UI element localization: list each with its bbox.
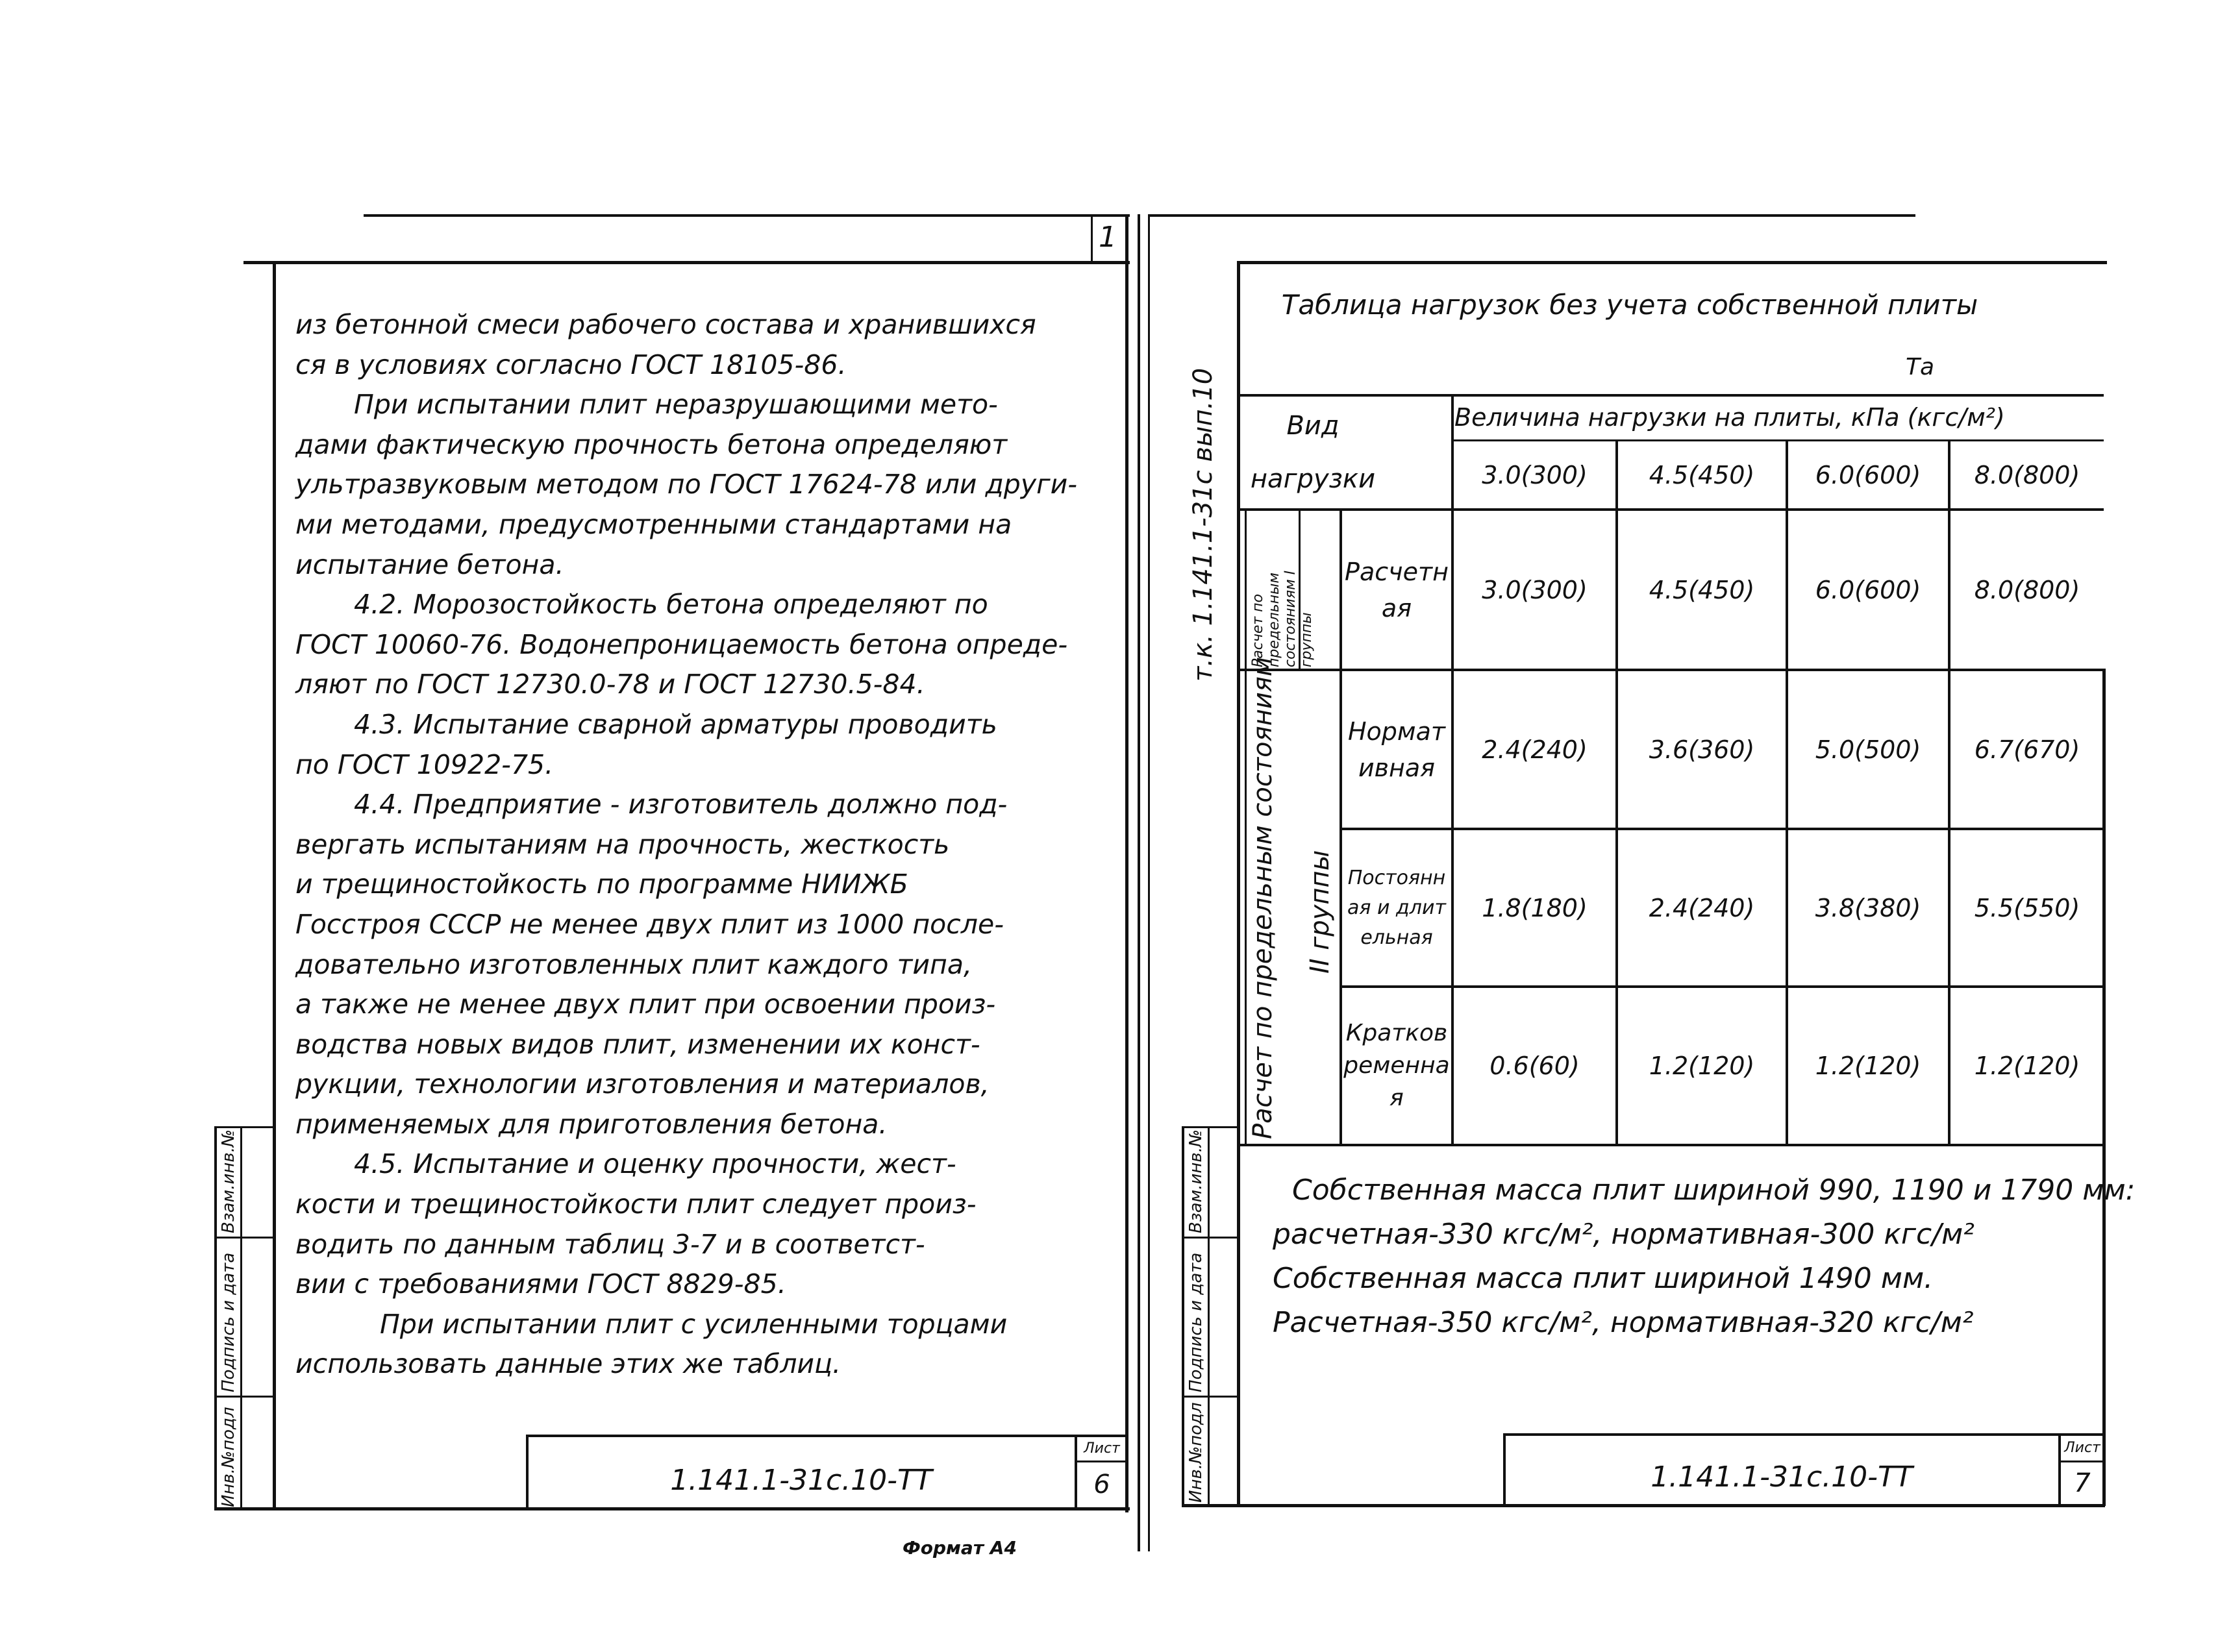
row4-val2: 1.2(120) — [1649, 1052, 1755, 1080]
text-line: ГОСТ 10060-76. Водонепроницаемость бетона опреде- — [295, 628, 1068, 660]
text-line: по ГОСТ 10922-75. — [295, 748, 554, 780]
row4-val1: 0.6(60) — [1489, 1052, 1580, 1080]
row1-val4: 8.0(800) — [1974, 575, 2080, 604]
text-line: дами фактическую прочность бетона определяют — [295, 428, 1008, 460]
row2-val4: 6.7(670) — [1974, 735, 2080, 764]
note-line: Собственная масса плит шириной 990, 1190 и 1790 мм: — [1292, 1174, 2136, 1207]
right-side-label-3: Взам.инв.№ — [1186, 1129, 1206, 1233]
load-col-4: 8.0(800) — [1974, 460, 2080, 489]
text-line: вии с требованиями ГОСТ 8829-85. — [295, 1268, 786, 1300]
row2-val2: 3.6(360) — [1649, 735, 1755, 764]
right-side-stamp-top — [1182, 1126, 1239, 1128]
left-sheet-label: Лист — [1084, 1440, 1120, 1457]
right-stamp-code: 1.141.1-31с.10-ТТ — [1651, 1460, 1913, 1494]
left-frame-left — [273, 261, 276, 1507]
text-line: испытание бетона. — [295, 549, 564, 580]
text-line: Госстроя СССР не менее двух плит из 1000 после- — [295, 908, 1004, 940]
corner-box-left — [1091, 217, 1093, 262]
right-sheet-label: Лист — [2064, 1439, 2100, 1456]
left-side-stamp-left — [214, 1126, 217, 1510]
text-line: ся в условиях согласно ГОСТ 18105-86. — [295, 349, 847, 380]
top-rule-left — [364, 214, 1130, 217]
right-frame-top — [1237, 261, 2107, 264]
right-frame-bottom — [1182, 1504, 2105, 1507]
spine-text: т.к. 1.141.1-31с вып.10 — [1188, 367, 1218, 682]
row3-val2: 2.4(240) — [1649, 893, 1755, 922]
right-frame-left — [1237, 261, 1240, 1507]
row3-val4: 5.5(550) — [1974, 893, 2080, 922]
table-hline-row4 — [1237, 1144, 2104, 1146]
center-divider-1 — [1138, 214, 1140, 1551]
left-side-label-2: Подпись и дата — [219, 1252, 238, 1392]
right-side-stamp-left — [1182, 1126, 1184, 1506]
right-side-label-2: Подпись и дата — [1186, 1252, 1206, 1392]
right-sheet-number: 7 — [2074, 1468, 2091, 1498]
left-side-stamp-mid — [240, 1126, 242, 1510]
row4-val3: 1.2(120) — [1815, 1052, 1921, 1080]
group-label-main: Расчет по предельным состояниям — [1248, 656, 1278, 1139]
row-kind-2: Нормативная — [1347, 717, 1446, 782]
row1-val1: 3.0(300) — [1482, 575, 1588, 604]
group1-label: Расчет по предельным состояниям I группы — [1250, 570, 1315, 667]
row2-val3: 5.0(500) — [1815, 735, 1921, 764]
group2-label: II группы — [1305, 850, 1335, 974]
right-side-label-1: Инв.№подл — [1186, 1402, 1206, 1503]
text-line: использовать данные этих же таблиц. — [295, 1348, 841, 1380]
text-line: водить по данным таблиц 3-7 и в соответст- — [295, 1228, 925, 1260]
text-line: а также не менее двух плит при освоении произ- — [295, 989, 996, 1020]
text-line: ляют по ГОСТ 12730.0-78 и ГОСТ 12730.5-84. — [295, 669, 925, 700]
row-kind-1: Расчетная — [1345, 557, 1449, 623]
text-line: и трещиностойкость по программе НИИЖБ — [295, 869, 908, 900]
left-stamp-code: 1.141.1-31с.10-ТТ — [670, 1463, 932, 1497]
left-side-stamp-div1 — [214, 1237, 276, 1239]
text-line: При испытании плит с усиленными торцами — [380, 1308, 1008, 1340]
left-side-label-3: Взам.инв.№ — [219, 1129, 238, 1233]
corner-mark: 1 — [1099, 221, 1117, 254]
text-line: 4.3. Испытание сварной арматуры проводить — [354, 708, 997, 740]
load-col-1: 3.0(300) — [1482, 460, 1588, 489]
left-stamp-top — [526, 1435, 1128, 1437]
note-line: Расчетная-350 кгс/м², нормативная-320 кгс/м² — [1273, 1306, 1974, 1339]
text-line: При испытании плит неразрушающими мето- — [354, 389, 998, 421]
text-line: водства новых видов плит, изменении их конст- — [295, 1028, 980, 1060]
right-stamp-top — [1503, 1433, 2106, 1436]
format-label: Формат А4 — [903, 1537, 1017, 1559]
left-side-stamp-div2 — [214, 1396, 276, 1398]
left-frame-bottom — [214, 1507, 1130, 1510]
row-kind-4: Кратковременная — [1343, 1020, 1450, 1111]
text-line: ми методами, предусмотренными стандартами на — [295, 508, 1012, 540]
row1-val3: 6.0(600) — [1815, 575, 1921, 604]
left-frame-top — [243, 261, 1130, 264]
table-corner-label: Та — [1906, 354, 1935, 380]
row3-val1: 1.8(180) — [1482, 893, 1588, 922]
center-divider-2 — [1148, 214, 1150, 1551]
table-vline-group — [1245, 508, 1247, 1146]
col-kind-header: Вид нагрузки — [1250, 411, 1376, 494]
table-title: Таблица нагрузок без учета собственной плиты — [1281, 289, 1978, 321]
load-col-2: 4.5(450) — [1649, 460, 1755, 489]
note-line: Собственная масса плит шириной 1490 мм. — [1273, 1262, 1934, 1295]
text-line: 4.4. Предприятие - изготовитель должно под- — [354, 789, 1008, 820]
row3-val3: 3.8(380) — [1815, 893, 1921, 922]
text-line: рукции, технологии изготовления и материалов, — [295, 1068, 990, 1100]
text-line: 4.5. Испытание и оценку прочности, жест- — [354, 1148, 956, 1180]
notes — [1273, 1168, 2135, 1345]
text-line: вергать испытаниям на прочность, жесткость — [295, 828, 950, 860]
load-col-3: 6.0(600) — [1815, 460, 1921, 489]
row1-val2: 4.5(450) — [1649, 575, 1755, 604]
text-line: 4.2. Морозостойкость бетона определяют по — [354, 589, 988, 621]
note-line: расчетная-330 кгс/м², нормативная-300 кгс/м² — [1273, 1218, 1975, 1251]
row4-val4: 1.2(120) — [1974, 1052, 2080, 1080]
text-line: кости и трещиностойкости плит следует произ- — [295, 1189, 977, 1220]
right-side-stamp-div2 — [1182, 1396, 1239, 1398]
left-sheet-number: 6 — [1093, 1470, 1110, 1499]
left-side-stamp-top — [214, 1126, 276, 1128]
row-kind-3: Постоянная и длительная — [1347, 866, 1446, 949]
right-side-stamp-div1 — [1182, 1237, 1239, 1239]
left-side-label-1: Инв.№подл — [219, 1407, 238, 1507]
left-body-text — [295, 305, 1133, 1385]
text-line: применяемых для приготовления бетона. — [295, 1108, 888, 1140]
top-rule-right — [1149, 214, 1915, 217]
text-line: довательно изготовленных плит каждого типа, — [295, 948, 973, 980]
right-side-stamp-mid — [1208, 1126, 1210, 1506]
row2-val1: 2.4(240) — [1482, 735, 1588, 764]
text-line: из бетонной смеси рабочего состава и хранившихся — [295, 309, 1036, 340]
load-header: Величина нагрузки на плиты, кПа (кгс/м²) — [1454, 403, 2005, 432]
text-line: ультразвуковым методом по ГОСТ 17624-78 или други- — [295, 469, 1078, 500]
